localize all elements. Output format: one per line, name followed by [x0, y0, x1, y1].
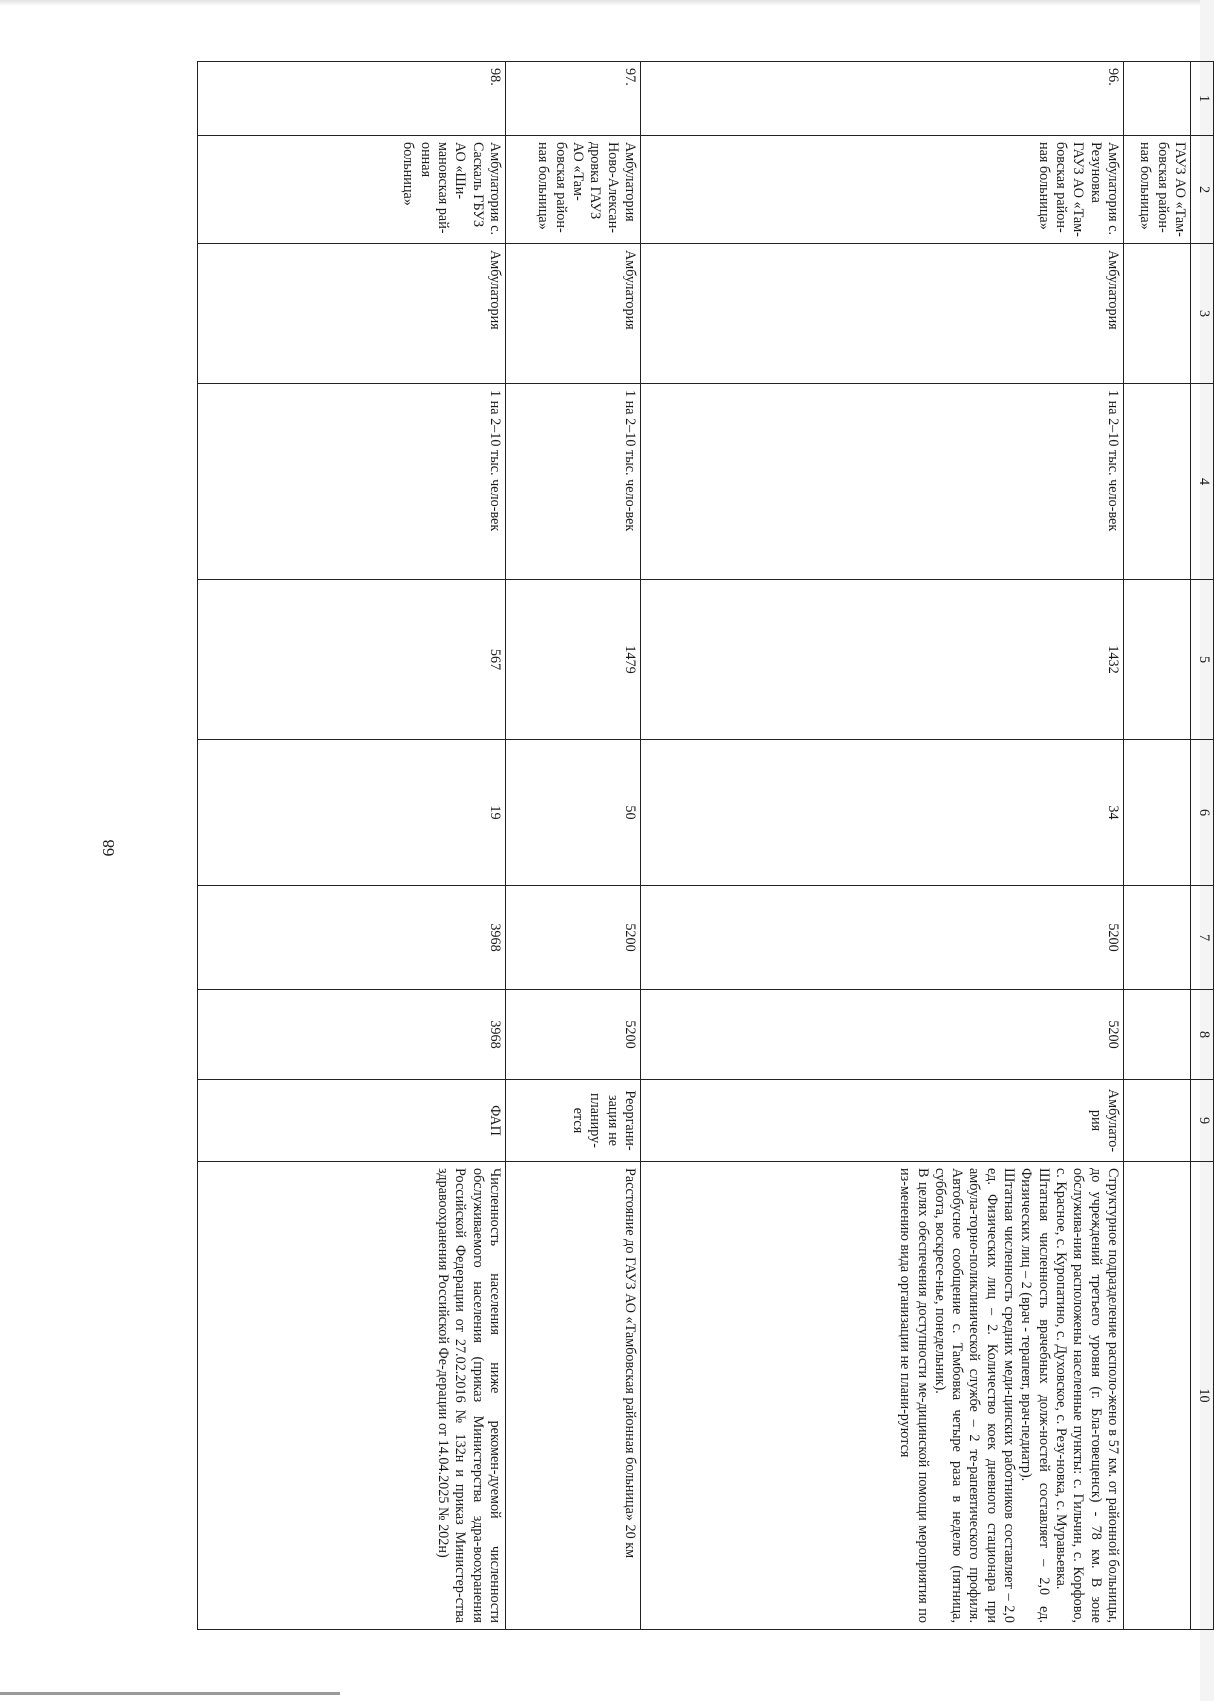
column-header: 6 [1191, 740, 1214, 886]
table-cell [1124, 580, 1191, 740]
value-cell: 1479 [506, 580, 641, 740]
row-number: 98. [198, 62, 506, 136]
table-cell [1124, 740, 1191, 886]
table-cell [1124, 990, 1191, 1080]
proposal-cell: Реоргани-зация не планиру-ется [506, 1080, 641, 1162]
value-cell: 34 [641, 740, 1124, 886]
table-cell [1124, 1080, 1191, 1162]
facility-name-cell: Амбулатория с. Саскаль ГБУЗ АО «Ши-мановская рай-онная больница» [198, 136, 506, 244]
norm-cell: 1 на 2–10 тыс. чело-век [506, 384, 641, 580]
value-cell: 5200 [506, 990, 641, 1080]
justification-paragraph: В целях обеспечения доступности ме-дицинской помощи мероприятия по из-менению вида организации не плани-руются [897, 1168, 931, 1623]
scan-edge [0, 0, 1200, 6]
row-number: 97. [506, 62, 641, 136]
page-number: 68 [99, 839, 118, 857]
facility-name-cell: Амбулатория Ново-Алексан-дровка ГАУЗ АО «Там-бовская район-ная больница» [506, 136, 641, 244]
value-cell: 19 [198, 740, 506, 886]
justification-cell [641, 1162, 1124, 1630]
table-cell [1124, 1162, 1191, 1630]
justification-paragraph: Штатная численность врачебных долж-ностей составляет – 2,0 ед. Физических лиц – 2 (врач - терапевт, врач-педиатр). [1018, 1168, 1052, 1623]
facilities-table [197, 61, 1214, 1630]
facility-type-cell: Амбулатория [506, 244, 641, 384]
facility-type-cell: Амбулатория [198, 244, 506, 384]
justification-paragraph: Численность населения ниже рекомен-дуемой численности обслуживаемого населения (приказ Министерства здра-воохранения Российской Федерации от 27.02.2016 № 132н и приказ Министер-ства здравоохранения Российской Фе-дерации от 14.04.2025 № 202н) [435, 1168, 503, 1623]
column-header: 1 [1191, 62, 1214, 136]
proposal-cell: Амбулато-рия [641, 1080, 1124, 1162]
value-cell: 3968 [198, 990, 506, 1080]
header-row [1191, 62, 1214, 1630]
norm-cell: 1 на 2–10 тыс. чело-век [198, 384, 506, 580]
value-cell: 567 [198, 580, 506, 740]
column-header: 7 [1191, 886, 1214, 990]
value-cell: 5200 [641, 886, 1124, 990]
facility-name-cell: ГАУЗ АО «Там-бовская район-ная больница» [1124, 136, 1191, 244]
column-header: 9 [1191, 1080, 1214, 1162]
column-header: 5 [1191, 580, 1214, 740]
justification-paragraph: Штатная численность средних меди-цинских работников составляет – 2,0 ед. Физических лиц – 2. Количество коек дневного стационара при амбула-торно-поликлинической службе – 2 те-рапевтического профиля. Автобусное сообщение с. Тамбовка четыре раза в неделю (пятница, суббота, воскресе-нье, понедельник). [931, 1168, 1018, 1623]
norm-cell: 1 на 2–10 тыс. чело-век [641, 384, 1124, 580]
rotated-table-wrapper [166, 61, 1214, 1629]
value-cell: 1432 [641, 580, 1124, 740]
column-header: 10 [1191, 1162, 1214, 1630]
value-cell: 50 [506, 740, 641, 886]
value-cell: 3968 [198, 886, 506, 990]
column-header: 2 [1191, 136, 1214, 244]
justification-paragraph: Структурное подразделение располо-жено в 57 км. от районной больницы, до учреждений третьего уровня (г. Бла-говещенск) - 78 км. В зоне обслужива-ния расположены населенные пункты: с. Гильчин, с. Корфово, с. Красное, с. Куропатино, с. Духовское, с. Резу-новка, с. Муравьевка. [1053, 1168, 1121, 1623]
facility-name-cell: Амбулатория с. Резуновка ГАУЗ АО «Там-бовская район-ная больница» [641, 136, 1124, 244]
justification-paragraph: Расстояние до ГАУЗ АО «Тамбовская районная больница» 20 км [622, 1168, 638, 1559]
table-cell [1124, 384, 1191, 580]
facility-type-cell: Амбулатория [641, 244, 1124, 384]
table-row [641, 62, 1124, 1630]
continuation-row [1124, 62, 1191, 1630]
proposal-cell: ФАП [198, 1080, 506, 1162]
value-cell: 5200 [641, 990, 1124, 1080]
table-row [506, 62, 641, 1630]
column-header: 3 [1191, 244, 1214, 384]
row-number: 96. [641, 62, 1124, 136]
justification-cell [198, 1162, 506, 1630]
value-cell: 5200 [506, 886, 641, 990]
scan-edge [0, 1692, 340, 1695]
table-cell [1124, 886, 1191, 990]
table-row [198, 62, 506, 1630]
column-header: 4 [1191, 384, 1214, 580]
justification-cell [506, 1162, 641, 1630]
table-cell [1124, 244, 1191, 384]
table-cell [1124, 62, 1191, 136]
column-header: 8 [1191, 990, 1214, 1080]
